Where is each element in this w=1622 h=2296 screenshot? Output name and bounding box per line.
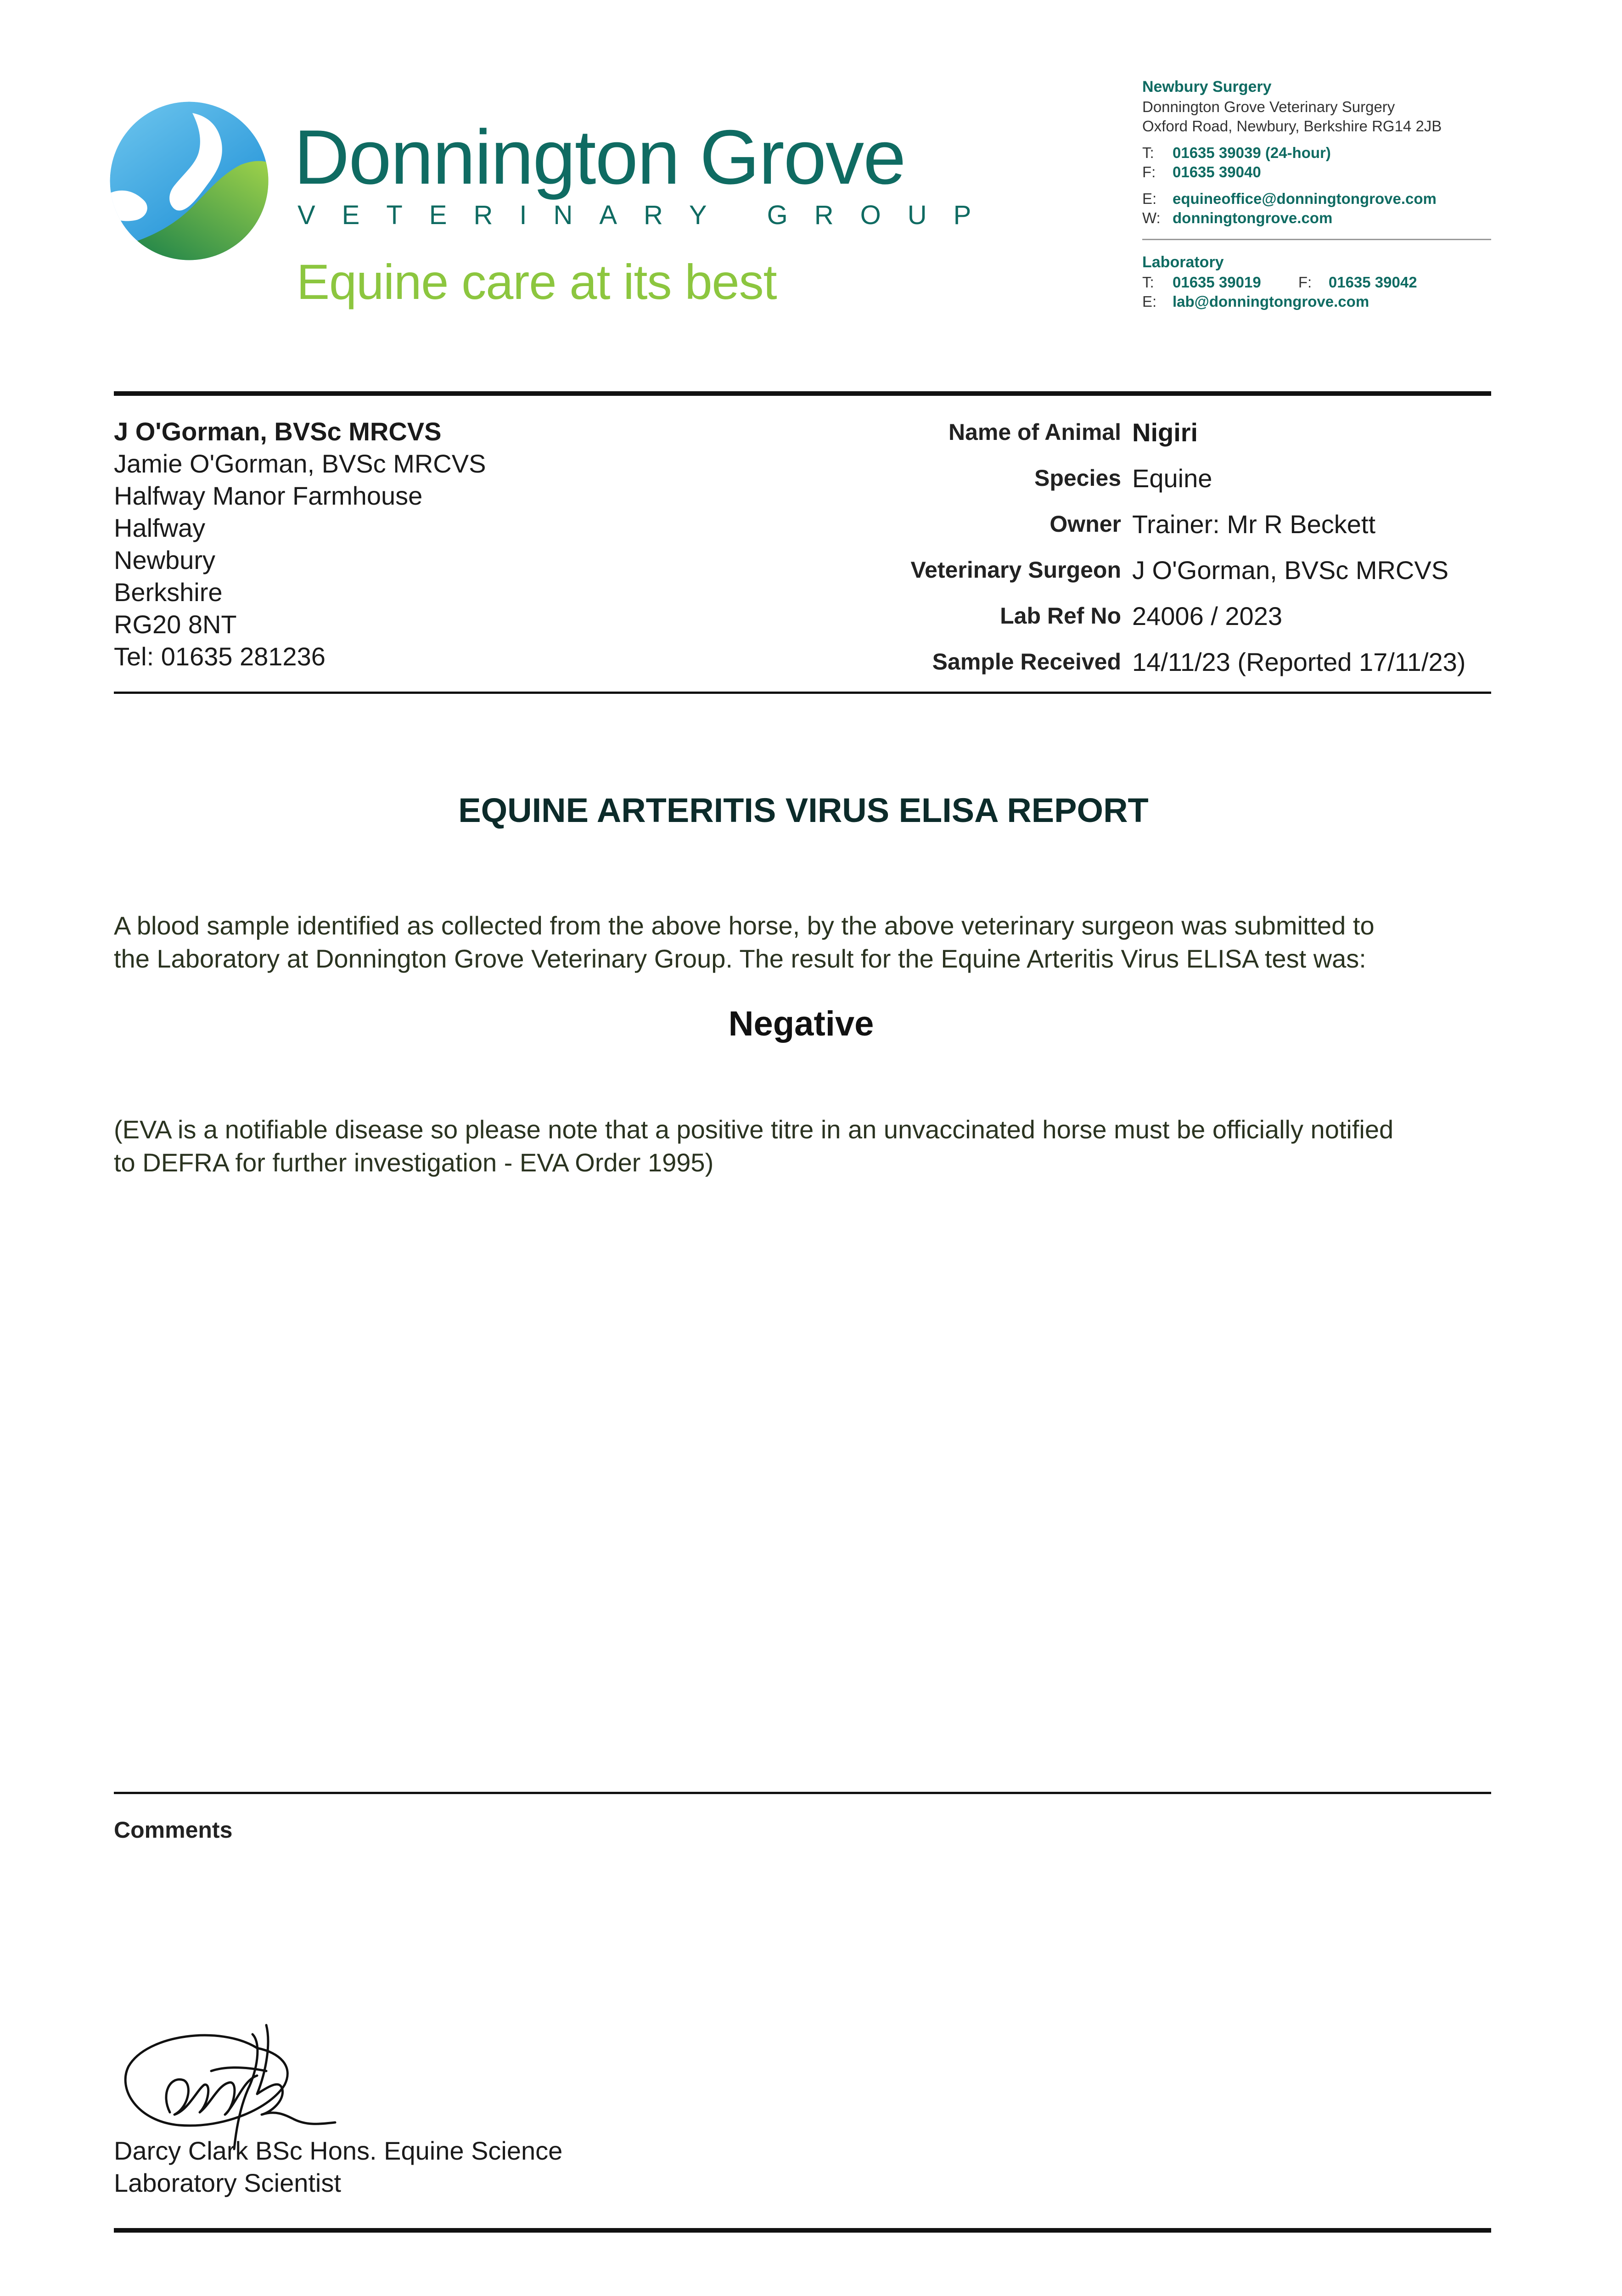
sample-received-value: 14/11/23 (Reported 17/11/23) [1132, 647, 1466, 676]
signatory-role: Laboratory Scientist [114, 2168, 341, 2197]
vet-surgeon-value: J O'Gorman, BVSc MRCVS [1132, 556, 1449, 585]
surgery-heading: Newbury Surgery [1142, 78, 1272, 96]
signatory-name: Darcy Clark BSc Hons. Equine Science [114, 2136, 563, 2165]
fax-value: 01635 39042 [1328, 274, 1417, 291]
report-intro-line: A blood sample identified as collected from the above horse, by the above veterinary surgeon was submitted to [114, 911, 1375, 940]
laboratory-email [1142, 294, 1369, 309]
recipient-line: RG20 8NT [114, 610, 237, 639]
logo-icon [108, 100, 270, 262]
phone-value: 01635 39039 (24-hour) [1173, 144, 1331, 161]
phone-value: 01635 39019 [1173, 274, 1261, 291]
fax-value: 01635 39040 [1173, 163, 1261, 180]
fax-label: F: [1298, 274, 1312, 291]
phone-label: T: [1142, 144, 1154, 161]
species-label: Species [1034, 465, 1121, 491]
surgery-email [1142, 191, 1437, 206]
lab-ref-value: 24006 / 2023 [1132, 602, 1282, 630]
animal-name-label: Name of Animal [948, 419, 1121, 445]
test-result: Negative [728, 1004, 874, 1043]
recipient-line: Halfway Manor Farmhouse [114, 481, 423, 510]
owner-label: Owner [1050, 511, 1121, 537]
sample-received-label: Sample Received [932, 649, 1121, 675]
report-note-line: (EVA is a notifiable disease so please note that a positive titre in an unvaccinated horse must be officially notified [114, 1115, 1394, 1144]
recipient-line: Halfway [114, 513, 206, 542]
lab-ref-label: Lab Ref No [1000, 603, 1121, 629]
web-label: W: [1142, 209, 1161, 226]
surgery-fax [1142, 164, 1261, 180]
comments-label: Comments [114, 1817, 233, 1843]
laboratory-heading: Laboratory [1142, 253, 1224, 271]
email-link[interactable]: lab@donningtongrove.com [1173, 293, 1369, 310]
recipient-name: J O'Gorman, BVSc MRCVS [114, 417, 442, 446]
recipient-line: Jamie O'Gorman, BVSc MRCVS [114, 449, 486, 478]
surgery-website [1142, 210, 1332, 225]
fax-label: F: [1142, 163, 1156, 180]
recipient-line: Newbury [114, 546, 215, 574]
surgery-address-line: Donnington Grove Veterinary Surgery [1142, 98, 1395, 115]
recipient-phone: Tel: 01635 281236 [114, 642, 326, 671]
email-label: E: [1142, 190, 1157, 207]
email-label: E: [1142, 293, 1157, 310]
owner-value: Trainer: Mr R Beckett [1132, 510, 1376, 539]
brand-name: Donnington Grove [294, 114, 905, 200]
surgery-address-line: Oxford Road, Newbury, Berkshire RG14 2JB [1142, 118, 1442, 135]
brand-tagline: Equine care at its best [297, 254, 777, 310]
website-link[interactable]: donningtongrove.com [1173, 209, 1333, 226]
report-intro-line: the Laboratory at Donnington Grove Veterinary Group. The result for the Equine Arteritis Virus ELISA test was: [114, 944, 1366, 973]
details-divider [114, 692, 1491, 694]
phone-label: T: [1142, 274, 1154, 291]
comments-divider [114, 1792, 1491, 1794]
footer-divider [114, 2228, 1491, 2233]
recipient-line: Berkshire [114, 578, 223, 607]
species-value: Equine [1132, 464, 1212, 493]
laboratory-phone-fax [1142, 275, 1417, 290]
brand-subtitle: VETERINARY GROUP [297, 200, 998, 230]
surgery-phone [1142, 145, 1331, 160]
email-link[interactable]: equineoffice@donningtongrove.com [1173, 190, 1437, 207]
report-note-line: to DEFRA for further investigation - EVA Order 1995) [114, 1148, 714, 1177]
report-intro [114, 909, 1500, 975]
report-title: EQUINE ARTERITIS VIRUS ELISA REPORT [458, 791, 1149, 829]
animal-name-value: Nigiri [1132, 418, 1198, 447]
contact-divider [1142, 239, 1491, 240]
vet-surgeon-label: Veterinary Surgeon [910, 557, 1121, 583]
header-divider [114, 391, 1491, 396]
report-note [114, 1113, 1500, 1179]
